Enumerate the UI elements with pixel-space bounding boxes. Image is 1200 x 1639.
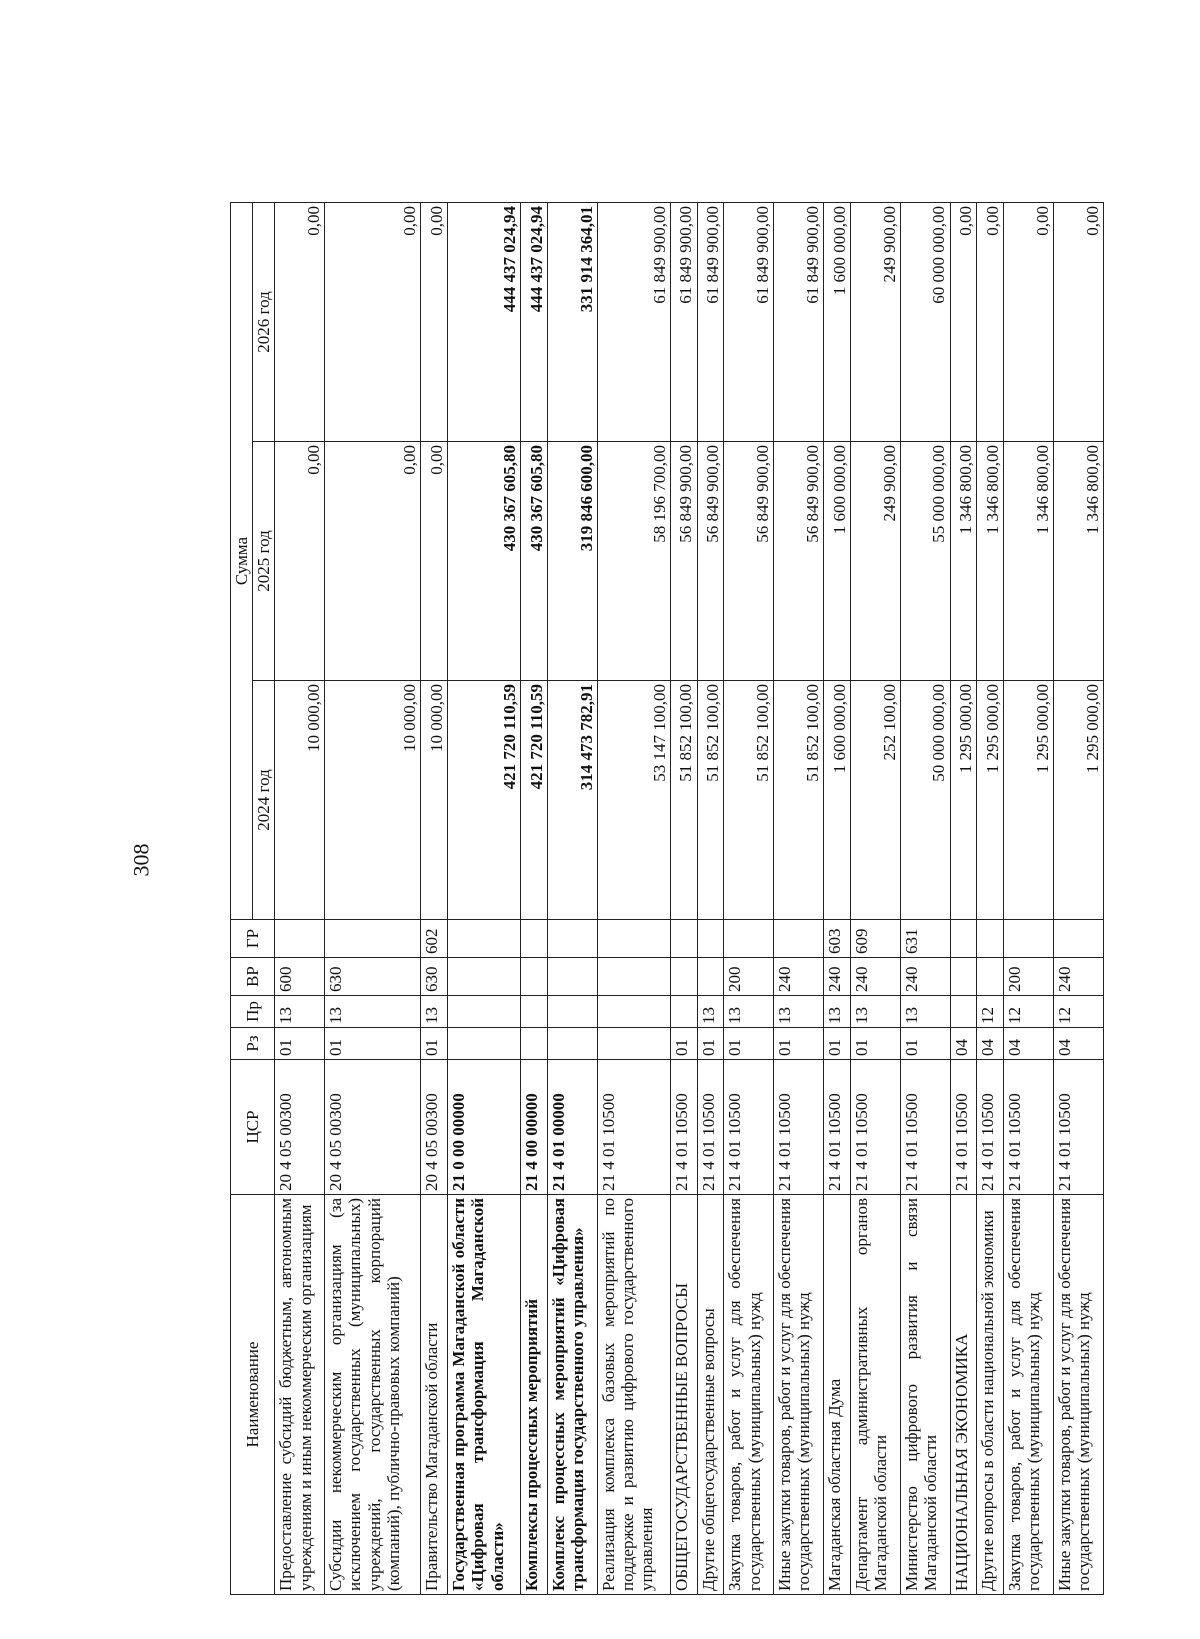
cell-csr: 21 4 01 10500 [670, 1060, 697, 1195]
cell-csr: 21 4 01 10500 [1004, 1060, 1054, 1195]
cell-vr [448, 958, 521, 996]
cell-2025: 56 849 900,00 [670, 442, 697, 681]
cell-rz: 04 [1053, 1028, 1103, 1060]
cell-csr: 21 4 01 10500 [597, 1060, 670, 1195]
cell-name: Комплексы процессных мероприятий [521, 1195, 548, 1595]
cell-name: Закупка товаров, работ и услуг для обеспечения государственных (муниципальных) нужд [724, 1195, 774, 1595]
cell-2026: 61 849 900,00 [724, 202, 774, 441]
cell-pr: 13 [325, 996, 421, 1028]
table-row [547, 202, 597, 1594]
table-row [448, 202, 521, 1594]
table-row [724, 202, 774, 1594]
cell-csr: 21 4 01 10500 [850, 1060, 900, 1195]
cell-pr: 13 [824, 996, 851, 1028]
cell-name: Комплекс процессных мероприятий «Цифровая трансформация государственного управления» [547, 1195, 597, 1595]
cell-2026: 0,00 [977, 202, 1004, 441]
cell-rz [547, 1028, 597, 1060]
cell-pr: 13 [850, 996, 900, 1028]
cell-2024: 1 600 000,00 [824, 681, 851, 920]
cell-rz: 01 [774, 1028, 824, 1060]
cell-pr [547, 996, 597, 1028]
cell-pr [670, 996, 697, 1028]
table-row [325, 202, 421, 1594]
cell-name: Иные закупки товаров, работ и услуг для обеспечения государственных (муниципальных) нужд [774, 1195, 824, 1595]
cell-gr [597, 920, 670, 958]
cell-2025: 430 367 605,80 [448, 442, 521, 681]
table-body [275, 202, 1104, 1594]
cell-rz: 04 [950, 1028, 977, 1060]
cell-rz: 04 [1004, 1028, 1054, 1060]
cell-rz: 01 [275, 1028, 325, 1060]
header-rz: Рз [231, 1028, 275, 1060]
cell-csr: 21 4 01 10500 [977, 1060, 1004, 1195]
cell-vr [977, 958, 1004, 996]
cell-pr: 13 [724, 996, 774, 1028]
cell-2026: 61 849 900,00 [697, 202, 724, 441]
cell-2024: 50 000 000,00 [900, 681, 950, 920]
table-row [977, 202, 1004, 1594]
cell-pr: 13 [275, 996, 325, 1028]
header-csr: ЦСР [231, 1060, 275, 1195]
cell-csr: 21 4 01 10500 [824, 1060, 851, 1195]
header-sum: Сумма [231, 202, 253, 919]
cell-2026: 0,00 [275, 202, 325, 441]
cell-2024: 51 852 100,00 [697, 681, 724, 920]
cell-rz: 01 [850, 1028, 900, 1060]
cell-pr: 13 [900, 996, 950, 1028]
cell-vr [697, 958, 724, 996]
cell-rz: 01 [900, 1028, 950, 1060]
header-2025: 2025 год [253, 442, 275, 681]
cell-name: Субсидии некоммерческим организациям (за исключением государственных (муниципальных) учреждений, государственных корпораций (компаний), публично-правовых компаний) [325, 1195, 421, 1595]
cell-gr [697, 920, 724, 958]
cell-name: Магаданская областная Дума [824, 1195, 851, 1595]
cell-gr [1004, 920, 1054, 958]
cell-gr: 631 [900, 920, 950, 958]
table-row [850, 202, 900, 1594]
header-2024: 2024 год [253, 681, 275, 920]
cell-pr [950, 996, 977, 1028]
cell-gr [448, 920, 521, 958]
cell-name: Государственная программа Магаданской области «Цифровая трансформация Магаданской области» [448, 1195, 521, 1595]
cell-2026: 0,00 [950, 202, 977, 441]
cell-rz: 01 [697, 1028, 724, 1060]
cell-vr: 630 [325, 958, 421, 996]
cell-gr [977, 920, 1004, 958]
cell-rz: 01 [724, 1028, 774, 1060]
cell-2024: 10 000,00 [275, 681, 325, 920]
cell-2026: 0,00 [1004, 202, 1054, 441]
cell-pr: 12 [977, 996, 1004, 1028]
cell-name: НАЦИОНАЛЬНАЯ ЭКОНОМИКА [950, 1195, 977, 1595]
cell-csr: 21 4 01 10500 [697, 1060, 724, 1195]
cell-2024: 421 720 110,59 [521, 681, 548, 920]
cell-2025: 1 600 000,00 [824, 442, 851, 681]
cell-pr: 13 [697, 996, 724, 1028]
cell-2024: 1 295 000,00 [950, 681, 977, 920]
cell-rz: 01 [670, 1028, 697, 1060]
cell-2025: 0,00 [325, 442, 421, 681]
cell-vr: 240 [1053, 958, 1103, 996]
cell-gr: 603 [824, 920, 851, 958]
cell-gr [950, 920, 977, 958]
cell-name: Закупка товаров, работ и услуг для обеспечения государственных (муниципальных) нужд [1004, 1195, 1054, 1595]
cell-2026: 61 849 900,00 [774, 202, 824, 441]
cell-gr [521, 920, 548, 958]
cell-2024: 421 720 110,59 [448, 681, 521, 920]
header-pr: Пр [231, 996, 275, 1028]
cell-rz: 01 [421, 1028, 448, 1060]
cell-name: Иные закупки товаров, работ и услуг для обеспечения государственных (муниципальных) нужд [1053, 1195, 1103, 1595]
header-2026: 2026 год [253, 202, 275, 441]
cell-vr [597, 958, 670, 996]
cell-csr: 20 4 05 00300 [421, 1060, 448, 1195]
cell-rz [597, 1028, 670, 1060]
cell-gr [275, 920, 325, 958]
cell-2026: 249 900,00 [850, 202, 900, 441]
cell-2024: 10 000,00 [325, 681, 421, 920]
cell-2024: 51 852 100,00 [670, 681, 697, 920]
cell-2026: 1 600 000,00 [824, 202, 851, 441]
cell-2025: 430 367 605,80 [521, 442, 548, 681]
cell-gr: 609 [850, 920, 900, 958]
cell-2025: 319 846 600,00 [547, 442, 597, 681]
cell-name: Министерство цифрового развития и связи Магаданской области [900, 1195, 950, 1595]
cell-vr [547, 958, 597, 996]
cell-2026: 0,00 [1053, 202, 1103, 441]
cell-vr [950, 958, 977, 996]
cell-2024: 10 000,00 [421, 681, 448, 920]
cell-2026: 444 437 024,94 [521, 202, 548, 441]
cell-2025: 1 346 800,00 [1004, 442, 1054, 681]
cell-2024: 1 295 000,00 [1004, 681, 1054, 920]
header-name: Наименование [231, 1195, 275, 1595]
header-vr: ВР [231, 958, 275, 996]
cell-name: Реализация комплекса базовых мероприятий по поддержке и развитию цифрового государственного управления [597, 1195, 670, 1595]
cell-gr: 602 [421, 920, 448, 958]
cell-vr [521, 958, 548, 996]
cell-2024: 252 100,00 [850, 681, 900, 920]
cell-csr: 21 4 01 10500 [900, 1060, 950, 1195]
cell-2025: 55 000 000,00 [900, 442, 950, 681]
cell-rz: 01 [325, 1028, 421, 1060]
cell-name: Правительство Магаданской области [421, 1195, 448, 1595]
cell-csr: 21 4 00 00000 [521, 1060, 548, 1195]
table-row [1004, 202, 1054, 1594]
cell-2025: 58 196 700,00 [597, 442, 670, 681]
table-row [950, 202, 977, 1594]
table-row [521, 202, 548, 1594]
cell-csr: 21 4 01 10500 [774, 1060, 824, 1195]
cell-2025: 56 849 900,00 [724, 442, 774, 681]
cell-name: Другие общегосударственные вопросы [697, 1195, 724, 1595]
rotated-table-container [230, 203, 1104, 1595]
cell-pr: 12 [1004, 996, 1054, 1028]
cell-2026: 0,00 [325, 202, 421, 441]
table-row [824, 202, 851, 1594]
cell-2024: 51 852 100,00 [774, 681, 824, 920]
cell-vr: 630 [421, 958, 448, 996]
cell-pr [521, 996, 548, 1028]
table-row [1053, 202, 1103, 1594]
cell-2026: 61 849 900,00 [597, 202, 670, 441]
cell-vr: 200 [1004, 958, 1054, 996]
cell-name: Предоставление субсидий бюджетным, автономным учреждениям и иным некоммерческим организациям [275, 1195, 325, 1595]
cell-csr: 21 4 01 00000 [547, 1060, 597, 1195]
cell-vr: 240 [900, 958, 950, 996]
cell-vr: 200 [724, 958, 774, 996]
cell-csr: 21 4 01 10500 [950, 1060, 977, 1195]
cell-pr: 13 [774, 996, 824, 1028]
cell-vr: 600 [275, 958, 325, 996]
cell-2025: 249 900,00 [850, 442, 900, 681]
cell-vr: 240 [850, 958, 900, 996]
cell-name: Департамент административных органов Магаданской области [850, 1195, 900, 1595]
cell-2024: 53 147 100,00 [597, 681, 670, 920]
cell-2024: 51 852 100,00 [724, 681, 774, 920]
cell-2025: 0,00 [421, 442, 448, 681]
cell-2026: 0,00 [421, 202, 448, 441]
cell-pr: 12 [1053, 996, 1103, 1028]
cell-2025: 0,00 [275, 442, 325, 681]
cell-rz [448, 1028, 521, 1060]
table-row [421, 202, 448, 1594]
cell-pr [448, 996, 521, 1028]
cell-rz [521, 1028, 548, 1060]
cell-2026: 61 849 900,00 [670, 202, 697, 441]
cell-csr: 21 4 01 10500 [1053, 1060, 1103, 1195]
cell-csr: 21 0 00 00000 [448, 1060, 521, 1195]
cell-2026: 60 000 000,00 [900, 202, 950, 441]
table-row [900, 202, 950, 1594]
cell-gr [325, 920, 421, 958]
cell-2026: 444 437 024,94 [448, 202, 521, 441]
cell-name: Другие вопросы в области национальной экономики [977, 1195, 1004, 1595]
cell-2025: 1 346 800,00 [1053, 442, 1103, 681]
cell-2024: 1 295 000,00 [977, 681, 1004, 920]
cell-gr [547, 920, 597, 958]
cell-rz: 01 [824, 1028, 851, 1060]
cell-vr: 240 [774, 958, 824, 996]
table-row [275, 202, 325, 1594]
cell-2025: 1 346 800,00 [977, 442, 1004, 681]
budget-table [230, 202, 1104, 1595]
table-row [697, 202, 724, 1594]
cell-vr: 240 [824, 958, 851, 996]
cell-name: ОБЩЕГОСУДАРСТВЕННЫЕ ВОПРОСЫ [670, 1195, 697, 1595]
cell-pr: 13 [421, 996, 448, 1028]
cell-vr [670, 958, 697, 996]
table-row [774, 202, 824, 1594]
cell-2026: 331 914 364,01 [547, 202, 597, 441]
cell-pr [597, 996, 670, 1028]
cell-csr: 20 4 05 00300 [275, 1060, 325, 1195]
cell-2024: 1 295 000,00 [1053, 681, 1103, 920]
cell-2025: 1 346 800,00 [950, 442, 977, 681]
cell-2025: 56 849 900,00 [774, 442, 824, 681]
cell-2025: 56 849 900,00 [697, 442, 724, 681]
cell-2024: 314 473 782,91 [547, 681, 597, 920]
cell-gr [774, 920, 824, 958]
cell-rz: 04 [977, 1028, 1004, 1060]
page-number: 308 [128, 843, 154, 877]
cell-csr: 21 4 01 10500 [724, 1060, 774, 1195]
header-gr: ГР [231, 920, 275, 958]
cell-gr [670, 920, 697, 958]
cell-csr: 20 4 05 00300 [325, 1060, 421, 1195]
cell-gr [724, 920, 774, 958]
table-row [670, 202, 697, 1594]
table-row [597, 202, 670, 1594]
cell-gr [1053, 920, 1103, 958]
